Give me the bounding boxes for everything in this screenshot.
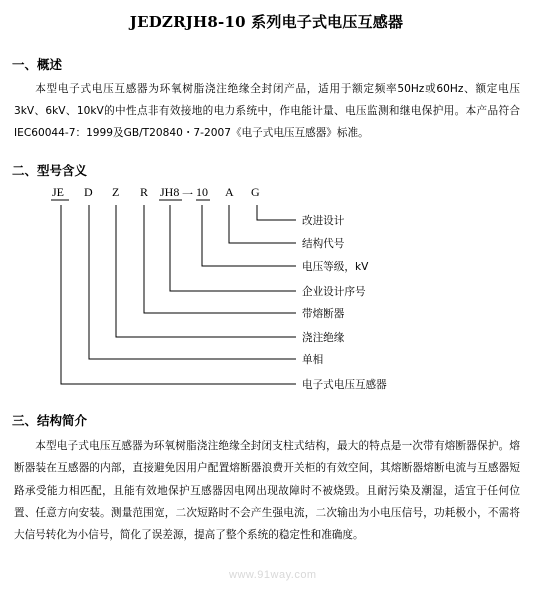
code-part-r: R bbox=[140, 185, 149, 199]
code-part-a: A bbox=[225, 185, 234, 199]
section-heading-model: 二、型号含义 bbox=[12, 163, 88, 178]
code-part-z: Z bbox=[112, 185, 120, 199]
overview-paragraph: 本型电子式电压互感器为环氧树脂浇注绝缘全封闭产品，适用于额定频率50Hz或60Hz、额定电压3kV、6kV、10kV的中性点非有效接地的电力系统中，作电能计量、电压监测和继电保护用。本产品符合IEC60044-7：1999及GB/T20840・7-2007《电子式电压互感器》标准。 bbox=[14, 83, 520, 139]
code-part-jh8: JH8 bbox=[160, 185, 180, 199]
section-heading-overview: 一、概述 bbox=[12, 57, 63, 72]
label-electronic-vt: 电子式电压互感器 bbox=[302, 379, 387, 391]
label-with-fuse: 带熔断器 bbox=[302, 308, 345, 320]
label-design-serial: 企业设计序号 bbox=[302, 286, 366, 298]
label-structure-code: 结构代号 bbox=[302, 238, 345, 250]
section-heading-structure: 三、结构简介 bbox=[12, 413, 88, 428]
code-part-dash: 一 bbox=[182, 188, 193, 201]
page-title: JEDZRJH8-10 系列电子式电压互感器 bbox=[129, 13, 404, 31]
label-voltage-level: 电压等级，kV bbox=[302, 261, 369, 273]
watermark: www.91way.com bbox=[229, 569, 317, 581]
label-improvement: 改进设计 bbox=[302, 215, 345, 227]
label-cast-insulation: 浇注绝缘 bbox=[302, 332, 345, 344]
code-part-d: D bbox=[84, 185, 93, 199]
label-single-phase: 单相 bbox=[302, 354, 324, 366]
structure-paragraph: 本型电子式电压互感器为环氧树脂浇注绝缘全封闭支柱式结构，最大的特点是一次带有熔断器保护。熔断器装在互感器的内部，直接避免因用户配置熔断器浪费开关柜的有效空间，其熔断器熔断电流与互感器短路承受能力相匹配，且能有效地保护互感器因电网出现故障时不被烧毁。且耐污染及潮湿，适宜于任何位置、任意方向安装。测量范围宽，二次短路时不会产生强电流，二次输出为小电压信号，功耗极小，不需将大信号转化为小信号，简化了误差源，提高了整个系统的稳定性和准确度。 bbox=[14, 440, 520, 542]
code-part-10: 10 bbox=[196, 185, 208, 199]
code-part-g: G bbox=[251, 185, 260, 199]
code-part-je: JE bbox=[52, 185, 64, 199]
